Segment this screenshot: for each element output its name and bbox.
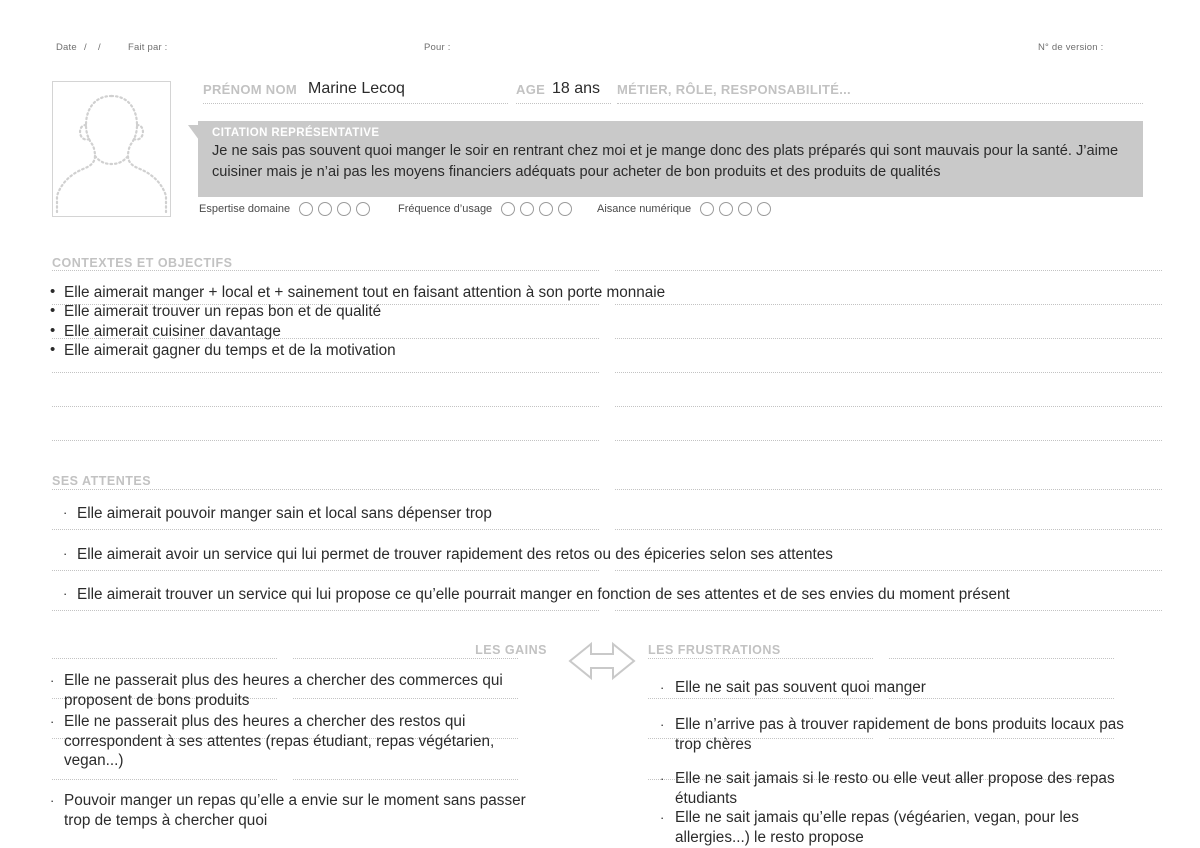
- list-item[interactable]: Elle aimerait pouvoir manger sain et local sans dépenser trop: [77, 505, 492, 522]
- contexts-rule: [615, 372, 1162, 373]
- list-bullet: ·: [63, 546, 68, 561]
- list-bullet: •: [50, 341, 56, 358]
- date-label: Date: [56, 42, 77, 53]
- contexts-rule: [615, 338, 1162, 339]
- attentes-rule: [615, 570, 1162, 571]
- rating-dot[interactable]: [700, 202, 714, 216]
- attentes-rule: [615, 489, 1162, 490]
- list-item[interactable]: Elle aimerait trouver un service qui lui propose ce qu’elle pourrait manger en fonction de ses attentes et de ses envies du moment présent: [77, 586, 1010, 603]
- identity-rule-name: [203, 103, 508, 104]
- list-item[interactable]: Elle aimerait trouver un repas bon et de qualité: [64, 303, 382, 320]
- rating-dot[interactable]: [356, 202, 370, 216]
- rating-dots[interactable]: [299, 202, 370, 216]
- list-bullet: •: [50, 283, 56, 300]
- contexts-rule: [615, 304, 1162, 305]
- frustrations-rule: [648, 658, 873, 659]
- name-value[interactable]: Marine Lecoq: [308, 80, 405, 97]
- contexts-rule: [615, 406, 1162, 407]
- list-item[interactable]: Elle ne sait jamais si le resto ou elle veut aller propose des repas étudiants: [675, 770, 1115, 807]
- list-bullet: ·: [660, 680, 665, 695]
- recipient-label: Pour :: [424, 42, 451, 53]
- list-item[interactable]: Elle ne sait pas souvent quoi manger: [675, 679, 926, 696]
- attentes-rule: [52, 529, 599, 530]
- rating-dots[interactable]: [501, 202, 572, 216]
- contexts-rule: [615, 440, 1162, 441]
- list-bullet: ·: [50, 673, 55, 688]
- left-right-arrow-icon: [567, 638, 637, 684]
- rating-label: Aisance numérique: [597, 203, 692, 215]
- representative-quote-box: [198, 121, 1143, 197]
- identity-rule-role: [617, 103, 1143, 104]
- rating-group-frequence[interactable]: [398, 202, 572, 216]
- list-item[interactable]: Elle ne sait jamais qu’elle repas (végéarien, vegan, pour les allergies...) le resto propose: [675, 809, 1079, 846]
- rating-dot[interactable]: [299, 202, 313, 216]
- name-label: PRÉNOM NOM: [203, 82, 297, 97]
- section-header-frustrations: LES FRUSTRATIONS: [648, 643, 781, 657]
- identity-rule-age: [516, 103, 611, 104]
- list-bullet: •: [50, 322, 56, 339]
- list-item[interactable]: Elle aimerait cuisiner davantage: [64, 323, 281, 340]
- date-slash-1: /: [84, 42, 87, 53]
- rating-dot[interactable]: [757, 202, 771, 216]
- list-bullet: ·: [50, 714, 55, 729]
- attentes-rule: [615, 610, 1162, 611]
- rating-dot[interactable]: [520, 202, 534, 216]
- list-item[interactable]: Elle ne passerait plus des heures a chercher des commerces qui proposent de bons produits: [64, 672, 503, 709]
- attentes-rule: [52, 489, 599, 490]
- quote-title: CITATION REPRÉSENTATIVE: [212, 127, 380, 139]
- rating-label: Espertise domaine: [199, 203, 291, 215]
- gains-rule: [293, 779, 518, 780]
- gains-rule: [52, 658, 277, 659]
- age-value[interactable]: 18 ans: [552, 80, 601, 97]
- rating-dot[interactable]: [738, 202, 752, 216]
- rating-dots[interactable]: [700, 202, 771, 216]
- frustrations-rule: [889, 658, 1114, 659]
- attentes-rule: [615, 529, 1162, 530]
- contexts-rule: [615, 270, 1162, 271]
- attentes-rule: [52, 610, 599, 611]
- list-bullet: ·: [50, 793, 55, 808]
- rating-label: Fréquence d’usage: [398, 203, 493, 215]
- list-bullet: ·: [660, 771, 665, 786]
- frustrations-rule: [889, 698, 1114, 699]
- rating-dot[interactable]: [337, 202, 351, 216]
- contexts-rule: [52, 372, 599, 373]
- contexts-rule: [52, 440, 599, 441]
- rating-dot[interactable]: [719, 202, 733, 216]
- age-label: AGE: [516, 82, 546, 97]
- quote-tail-icon: [188, 125, 199, 140]
- gains-rule: [293, 658, 518, 659]
- list-item[interactable]: Elle n’arrive pas à trouver rapidement de bons produits locaux pas trop chères: [675, 716, 1124, 753]
- gains-rule: [52, 779, 277, 780]
- list-bullet: ·: [63, 586, 68, 601]
- rating-dot[interactable]: [539, 202, 553, 216]
- contexts-rule: [52, 270, 599, 271]
- contexts-rule: [52, 406, 599, 407]
- list-item[interactable]: Elle aimerait manger + local et + sainement tout en faisant attention à son porte monnaie: [64, 284, 666, 301]
- section-header-gains: LES GAINS: [475, 643, 547, 657]
- attentes-rule: [52, 570, 599, 571]
- rating-dot[interactable]: [558, 202, 572, 216]
- list-item[interactable]: Pouvoir manger un repas qu’elle a envie sur le moment sans passer trop de temps à chercher quoi: [64, 792, 526, 829]
- list-bullet: ·: [63, 505, 68, 520]
- section-header-contexts: CONTEXTES ET OBJECTIFS: [52, 256, 233, 270]
- role-label: MÉTIER, RÔLE, RESPONSABILITÉ...: [617, 82, 851, 97]
- avatar-placeholder: [52, 81, 171, 217]
- list-item[interactable]: Elle aimerait avoir un service qui lui permet de trouver rapidement des retos ou des épiceries selon ses attentes: [77, 546, 833, 563]
- version-label: N° de version :: [1038, 42, 1104, 53]
- list-item[interactable]: Elle aimerait gagner du temps et de la motivation: [64, 342, 396, 359]
- meta-row: [0, 42, 1200, 58]
- rating-group-aisance[interactable]: [597, 202, 771, 216]
- author-label: Fait par :: [128, 42, 168, 53]
- rating-dot[interactable]: [318, 202, 332, 216]
- list-item[interactable]: Elle ne passerait plus des heures a chercher des restos qui correspondent à ses attentes (repas étudiant, repas végétarien, vegan...): [64, 713, 495, 770]
- date-slash-2: /: [98, 42, 101, 53]
- quote-text[interactable]: Je ne sais pas souvent quoi manger le soir en rentrant chez moi et je mange donc des plats préparés qui sont mauvais pour la santé. J’aime cuisiner mais je n’ai pas les moyens financiers adéquats pour acheter de bon produits et des produits de qualités: [212, 143, 1119, 180]
- list-bullet: ·: [660, 717, 665, 732]
- rating-group-expertise[interactable]: [199, 202, 370, 216]
- person-silhouette-icon: [53, 82, 170, 216]
- rating-dot[interactable]: [501, 202, 515, 216]
- section-header-attentes: SES ATTENTES: [52, 474, 152, 488]
- list-bullet: ·: [660, 810, 665, 825]
- frustrations-rule: [648, 698, 873, 699]
- list-bullet: •: [50, 302, 56, 319]
